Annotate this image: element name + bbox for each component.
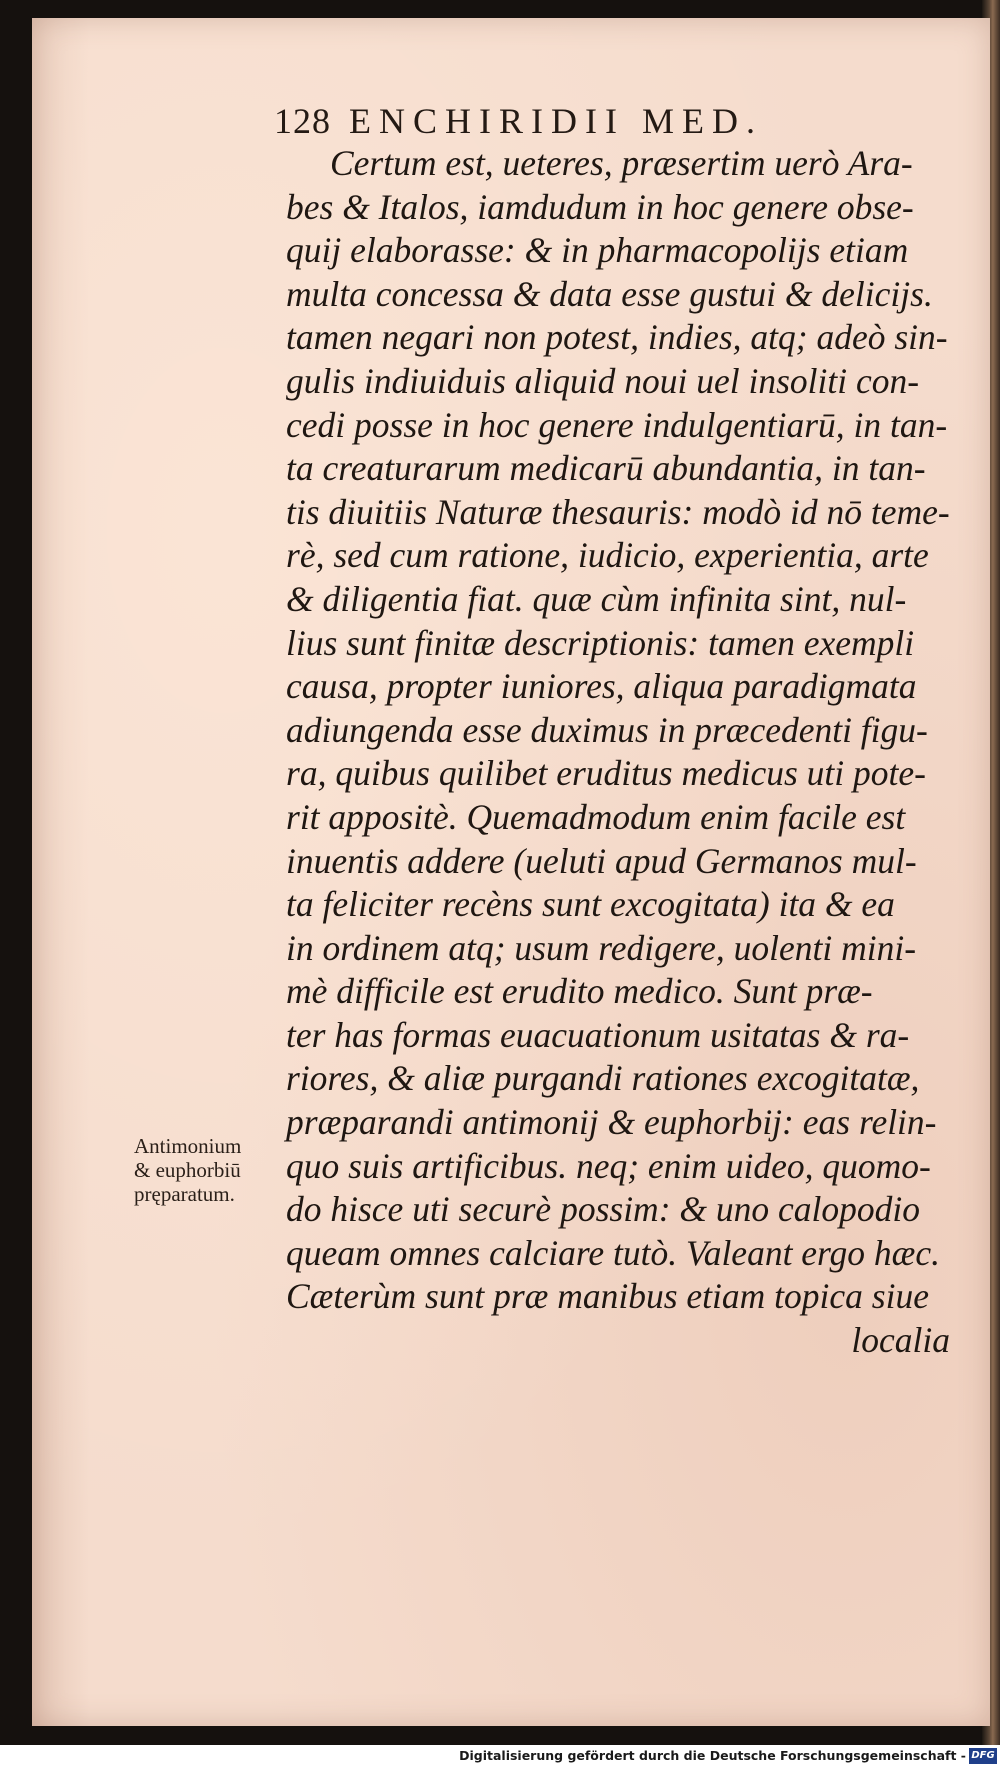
- text-line: rit appositè. Quemadmodum enim facile est: [286, 796, 906, 837]
- text-line: queam omnes calciare tutò. Valeant ergo hæc.: [286, 1232, 940, 1273]
- funding-notice: Digitalisierung gefördert durch die Deutsche Forschungsgemeinschaft -: [459, 1748, 966, 1763]
- text-line: ra, quibus quilibet eruditus medicus uti pote-: [286, 753, 926, 794]
- text-line: gulis indiuiduis aliquid noui uel insoliti con-: [286, 360, 920, 401]
- text-line: causa, propter iuniores, aliqua paradigmata: [286, 666, 917, 707]
- catchword: localia: [851, 1320, 950, 1361]
- text-line: adiungenda esse duximus in præcedenti figu-: [286, 709, 928, 750]
- margin-note-line: Antimonium: [134, 1134, 242, 1158]
- text-line: quij elaborasse: & in pharmacopolijs etiam: [286, 230, 909, 271]
- text-line: ter has formas euacuationum usitatas & ra-: [286, 1014, 910, 1055]
- text-line: & diligentia fiat. quæ cùm infinita sint, nul-: [286, 578, 907, 619]
- text-line: ta feliciter recèns sunt excogitata) ita & ea: [286, 884, 895, 925]
- text-line: riores, & aliæ purgandi rationes excogitatæ,: [286, 1058, 920, 1099]
- header-title: ENCHIRIDII MED.: [349, 101, 763, 141]
- margin-note-line: & euphorbiū: [134, 1158, 241, 1182]
- page-number: 128: [274, 101, 331, 141]
- margin-note: [134, 1134, 284, 1206]
- text-line: bes & Italos, iamdudum in hoc genere obse-: [286, 186, 914, 227]
- dfg-logo: DFG: [969, 1748, 997, 1764]
- text-line: quo suis artificibus. neq; enim uideo, quomo-: [286, 1145, 931, 1186]
- text-line: inuentis addere (ueluti apud Germanos mul-: [286, 840, 917, 881]
- text-line: præparandi antimonij & euphorbij: eas relin-: [286, 1102, 937, 1143]
- text-line: lius sunt finitæ descriptionis: tamen exempli: [286, 622, 915, 663]
- text-line: Cæterùm sunt præ manibus etiam topica siue: [286, 1276, 929, 1317]
- text-line: multa concessa & data esse gustui & delicijs.: [286, 273, 933, 314]
- margin-note-line: pręparatum.: [134, 1182, 235, 1206]
- footer-bar: [0, 1745, 1000, 1768]
- text-line: tamen negari non potest, indies, atq; adeò sin-: [286, 317, 948, 358]
- text-line: do hisce uti securè possim: & uno calopodio: [286, 1189, 920, 1230]
- text-line: rè, sed cum ratione, iudicio, experientia, arte: [286, 535, 929, 576]
- text-line: cedi posse in hoc genere indulgentiarū, in tan-: [286, 404, 948, 445]
- text-line: ta creaturarum medicarū abundantia, in tan-: [286, 448, 926, 489]
- body-text: [286, 142, 950, 1363]
- text-line: in ordinem atq; usum redigere, uolenti mini-: [286, 927, 917, 968]
- running-header: [274, 100, 894, 142]
- text-line: mè difficile est erudito medico. Sunt præ-: [286, 971, 873, 1012]
- text-line: tis diuitiis Naturæ thesauris: modò id nō teme-: [286, 491, 950, 532]
- text-line: Certum est, ueteres, præsertim uerò Ara-: [330, 143, 913, 183]
